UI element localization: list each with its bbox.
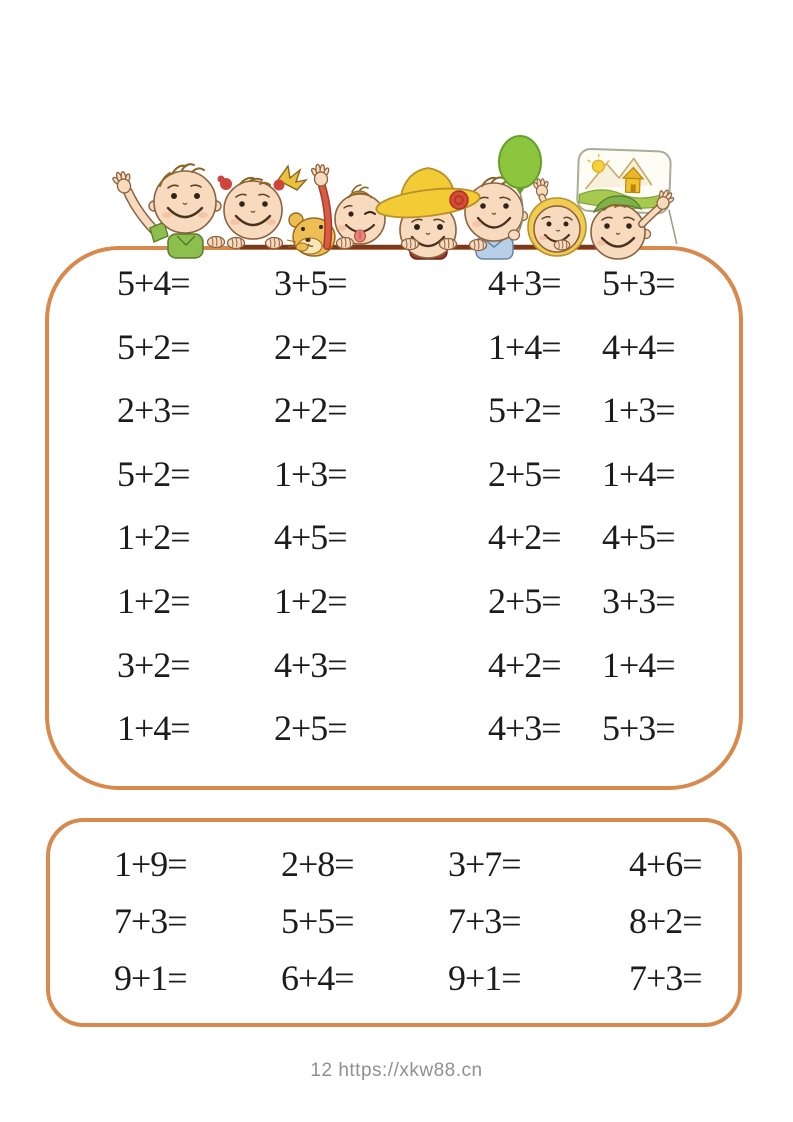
problem-row xyxy=(49,389,739,431)
problem-cell: 4+3= xyxy=(274,644,347,685)
problem-row xyxy=(49,453,739,495)
problem-cell: 3+7= xyxy=(448,844,521,884)
problem-row xyxy=(49,707,739,749)
problem-cell: 2+8= xyxy=(281,844,354,884)
problem-cell: 1+3= xyxy=(602,390,675,431)
problem-cell: 1+2= xyxy=(117,517,190,558)
problem-cell: 5+2= xyxy=(117,453,190,494)
problem-cell: 4+5= xyxy=(274,517,347,558)
problem-cell: 5+5= xyxy=(281,901,354,941)
problem-cell: 4+3= xyxy=(488,263,561,303)
problem-cell: 5+3= xyxy=(602,263,675,303)
problem-cell: 2+5= xyxy=(274,708,347,749)
problem-cell: 1+3= xyxy=(274,453,347,494)
problem-cell: 2+2= xyxy=(274,390,347,431)
problem-cell: 9+1= xyxy=(448,958,521,998)
problem-cell: 1+4= xyxy=(117,708,190,749)
problem-cell: 8+2= xyxy=(629,901,702,941)
winking-boy xyxy=(335,185,385,249)
problem-cell: 5+2= xyxy=(117,326,190,367)
problem-row xyxy=(49,644,739,686)
problem-cell: 5+2= xyxy=(488,390,561,431)
problem-row xyxy=(49,326,739,368)
problem-cell: 1+4= xyxy=(602,644,675,685)
problem-cell: 6+4= xyxy=(281,958,354,998)
problem-cell: 4+5= xyxy=(602,517,675,558)
problem-row xyxy=(49,516,739,558)
problem-cell: 4+4= xyxy=(602,326,675,367)
problem-cell: 5+3= xyxy=(602,708,675,749)
problems-box-primary xyxy=(45,246,743,790)
problem-cell: 4+2= xyxy=(488,517,561,558)
problem-cell: 2+5= xyxy=(488,581,561,621)
problem-cell: 1+4= xyxy=(602,453,675,494)
problem-cell: 1+2= xyxy=(274,581,347,621)
problem-row xyxy=(49,262,739,304)
problem-cell: 4+2= xyxy=(488,644,561,685)
problem-cell: 3+2= xyxy=(117,644,190,685)
problem-cell: 7+3= xyxy=(629,958,702,998)
problem-cell: 1+4= xyxy=(488,326,561,367)
problems-box-secondary xyxy=(46,818,742,1027)
problem-cell: 1+9= xyxy=(114,844,187,884)
problem-cell: 4+3= xyxy=(488,708,561,749)
problem-cell: 2+5= xyxy=(488,453,561,494)
problem-cell: 3+3= xyxy=(602,581,675,621)
problem-row xyxy=(50,900,738,942)
problem-cell: 1+2= xyxy=(117,581,190,621)
problem-cell: 9+1= xyxy=(114,958,187,998)
problem-cell: 5+4= xyxy=(117,263,190,303)
problem-cell: 2+2= xyxy=(274,326,347,367)
problem-cell: 4+6= xyxy=(629,844,702,884)
problem-cell: 2+3= xyxy=(117,390,190,431)
problem-row xyxy=(50,957,738,999)
problem-cell: 7+3= xyxy=(114,901,187,941)
problem-cell: 3+5= xyxy=(274,263,347,303)
waving-boy xyxy=(110,164,224,258)
problem-row xyxy=(50,843,738,885)
children-peeking-illustration xyxy=(90,134,710,260)
problem-row xyxy=(49,580,739,622)
footer-watermark: 12 https://xkw88.cn xyxy=(310,1060,483,1081)
problem-cell: 7+3= xyxy=(448,901,521,941)
